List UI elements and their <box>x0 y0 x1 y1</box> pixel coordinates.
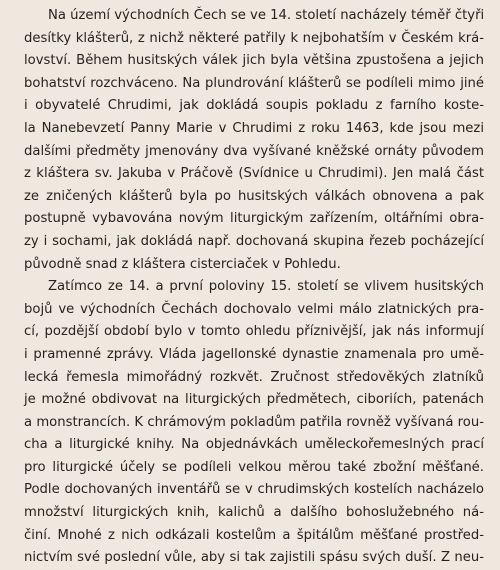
text-line: i pramenné zprávy. Vláda jagellonské dynastie znamenala pro umě- <box>24 346 484 362</box>
text-line: desítky klášterů, z nichž některé patřily k nejbohatším v Českém krá- <box>24 30 484 46</box>
text-line: množství liturgických knih, kalichů a dalšího bohoslužebného ná- <box>24 505 484 521</box>
text-line: Zatímco ze 14. a první poloviny 15. století se vlivem husitských <box>48 279 484 295</box>
text-line: lovství. Během husitských válek jich byla většina zpustošena a jejich <box>24 53 484 69</box>
text-line: pro liturgické účely se podíleli velkou měrou také zbožní měšťané. <box>24 459 484 475</box>
body-text <box>24 5 484 570</box>
text-line: cí, pozdější období bylo v tomto ohledu příznivější, jak nás informují <box>24 324 484 340</box>
paragraph-2 <box>24 276 484 570</box>
text-line: postupně vybavována novým liturgickým zařízením, oltářními obra- <box>24 211 484 227</box>
paragraph-1 <box>24 5 484 276</box>
text-line: bohatství rozchváceno. Na plundrování klášterů se podíleli mimo jiné <box>24 75 484 91</box>
text-line: z kláštera sv. Jakuba v Práčově (Svídnice u Chrudimi). Jen malá část <box>24 166 484 182</box>
text-line: la Nanebevzetí Panny Marie v Chrudimi z roku 1463, kde jsou mezi <box>24 120 484 136</box>
text-line: nictvím své poslední vůle, aby si tak zajistili spásu svých duší. Z neu- <box>24 550 484 566</box>
text-line: dalšími předměty jmenovány dva vyšívané kněžské ornáty původem <box>24 143 484 159</box>
text-line: Podle dochovaných inventářů se v chrudimských kostelích nacházelo <box>24 482 484 498</box>
text-line: bojů ve východních Čechách dochovalo velmi málo zlatnických pra- <box>24 301 484 317</box>
text-line: ze zničených klášterů byla po husitských válkách obnovena a pak <box>24 188 484 204</box>
text-line: činí. Mnohé z nich odkázali kostelům a špitálům měšťané prostřed- <box>24 527 484 543</box>
text-line: i obyvatelé Chrudimi, jak dokládá soupis pokladu z farního koste- <box>24 98 484 114</box>
text-line: původně snad z kláštera cisterciaček v Pohledu. <box>24 256 341 272</box>
text-line: a monstrancích. K chrámovým pokladům patřila rovněž vyšívaná rou- <box>24 414 484 430</box>
text-line: je možné obdivovat na liturgických předmětech, ciboriích, patenách <box>24 392 484 408</box>
text-line: Na území východních Čech se ve 14. století nacházely téměř čtyři <box>48 8 485 23</box>
text-line: zy i sochami, jak dokládá např. dochovaná skupina řezeb pocházející <box>24 233 484 249</box>
text-line: cha a liturgické knihy. Na objednávkách uměleckořemeslných prací <box>24 437 484 453</box>
text-line: lecká řemesla mimořádný rozkvět. Zručnost středověkých zlatníků <box>24 369 484 385</box>
